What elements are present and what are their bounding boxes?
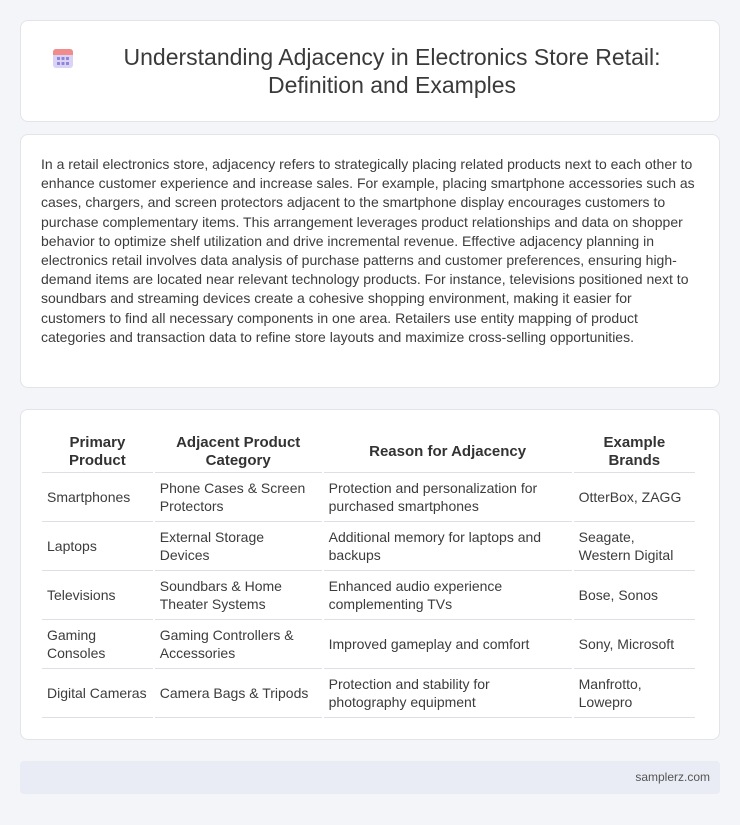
adjacency-table — [40, 432, 697, 718]
table-row — [42, 620, 695, 669]
table-cell: Gaming Controllers & Accessories — [155, 620, 322, 669]
table-cell: Protection and stability for photography equipment — [324, 669, 572, 718]
table-cell: Gaming Consoles — [42, 620, 153, 669]
table-row — [42, 571, 695, 620]
table-cell: Televisions — [42, 571, 153, 620]
table-row — [42, 669, 695, 718]
column-header: Primary Product — [42, 432, 153, 473]
footer-site-link[interactable]: samplerz.com — [635, 770, 710, 784]
intro-paragraph: In a retail electronics store, adjacency refers to strategically placing related products next to each other to enhance customer experience and increase sales. For example, placing smartphone accessories such as cases, chargers, and screen protectors adjacent to the smartphone display encourages customers to purchase complementary items. This arrangement leverages product relationships and data on shopper behavior to optimize shelf utilization and drive incremental revenue. Effective adjacency planning in electronics retail involves data analysis of purchase patterns and customer preferences, ensuring high-demand items are located near relevant technology products. For instance, televisions positioned next to soundbars and streaming devices create a cohesive shopping environment, making it easier for customers to find all necessary components in one area. Retailers use entity mapping of product categories and transaction data to refine store layouts and maximize cross-selling opportunities. — [41, 156, 695, 345]
table-cell: Protection and personalization for purchased smartphones — [324, 473, 572, 522]
table-cell: Seagate, Western Digital — [574, 522, 695, 571]
table-card — [20, 409, 720, 740]
table-cell: Smartphones — [42, 473, 153, 522]
title-card — [20, 20, 720, 122]
page-title: Understanding Adjacency in Electronics Store Retail: Definition and Examples — [123, 44, 661, 98]
table-row — [42, 473, 695, 522]
table-cell: Manfrotto, Lowepro — [574, 669, 695, 718]
table-cell: Sony, Microsoft — [574, 620, 695, 669]
table-row — [42, 522, 695, 571]
table-header-row — [42, 432, 695, 473]
table-cell: Enhanced audio experience complementing TVs — [324, 571, 572, 620]
column-header: Adjacent Product Category — [155, 432, 322, 473]
table-cell: Digital Cameras — [42, 669, 153, 718]
calendar-icon — [51, 46, 75, 70]
table-cell: Phone Cases & Screen Protectors — [155, 473, 322, 522]
column-header: Example Brands — [574, 432, 695, 473]
table-cell: External Storage Devices — [155, 522, 322, 571]
table-cell: OtterBox, ZAGG — [574, 473, 695, 522]
footer — [20, 761, 720, 794]
table-cell: Camera Bags & Tripods — [155, 669, 322, 718]
table-cell: Bose, Sonos — [574, 571, 695, 620]
table-cell: Laptops — [42, 522, 153, 571]
intro-card — [20, 134, 720, 388]
table-cell: Additional memory for laptops and backups — [324, 522, 572, 571]
table-cell: Improved gameplay and comfort — [324, 620, 572, 669]
column-header: Reason for Adjacency — [324, 432, 572, 473]
table-cell: Soundbars & Home Theater Systems — [155, 571, 322, 620]
